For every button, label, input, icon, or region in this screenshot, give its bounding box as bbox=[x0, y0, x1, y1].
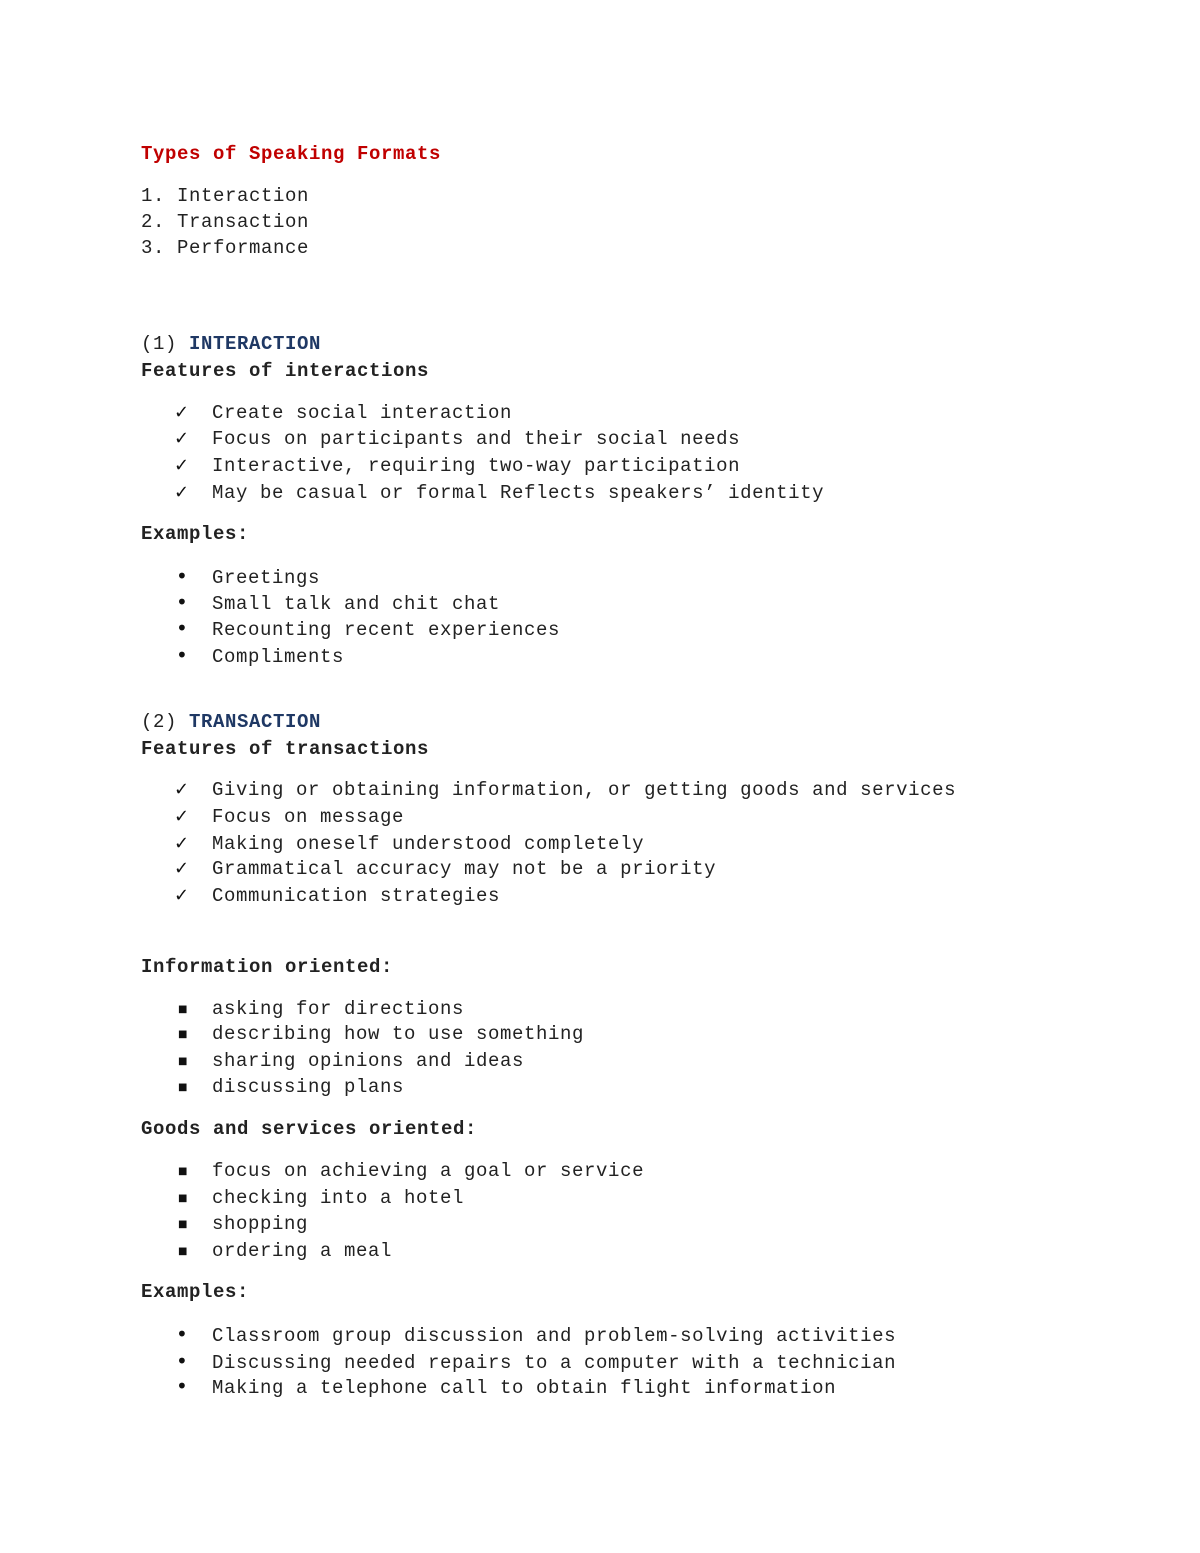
list-item bbox=[174, 1348, 896, 1374]
checkmark-icon: ✓ bbox=[174, 885, 190, 906]
list-item bbox=[174, 563, 320, 589]
list-item-text: Focus on participants and their social needs bbox=[212, 428, 741, 450]
bullet-icon: • bbox=[176, 564, 189, 588]
list-item bbox=[174, 1048, 524, 1074]
list-item bbox=[174, 1373, 836, 1399]
checkmark-icon: ✓ bbox=[174, 402, 190, 423]
list-item-text: checking into a hotel bbox=[212, 1187, 465, 1209]
list-item-text: Small talk and chit chat bbox=[212, 593, 501, 615]
list-item bbox=[174, 400, 512, 426]
checkmark-icon: ✓ bbox=[174, 455, 190, 476]
square-bullet-icon: ■ bbox=[178, 1219, 189, 1230]
section-1-title: INTERACTION bbox=[189, 333, 322, 355]
bullet-icon: • bbox=[176, 1374, 189, 1398]
list-item-text: Create social interaction bbox=[212, 402, 513, 424]
list-item-text: Interactive, requiring two-way participation bbox=[212, 455, 741, 477]
list-item bbox=[174, 831, 644, 857]
square-bullet-icon: ■ bbox=[178, 1166, 189, 1177]
square-bullet-icon: ■ bbox=[178, 1246, 189, 1257]
section-2-title: TRANSACTION bbox=[189, 711, 322, 733]
list-item bbox=[174, 480, 824, 506]
section-2-features-heading: Features of transactions bbox=[141, 738, 430, 760]
checkmark-icon: ✓ bbox=[174, 779, 190, 800]
section-2-examples-heading: Examples: bbox=[141, 1281, 250, 1303]
list-item bbox=[174, 642, 344, 668]
bullet-icon: • bbox=[176, 643, 189, 667]
list-item-text: describing how to use something bbox=[212, 1023, 585, 1045]
list-item bbox=[174, 1238, 392, 1264]
information-oriented-heading: Information oriented: bbox=[141, 956, 394, 978]
list-item-text: ordering a meal bbox=[212, 1240, 393, 1262]
list-item bbox=[174, 453, 740, 479]
list-item-text: sharing opinions and ideas bbox=[212, 1050, 525, 1072]
list-item-text: Compliments bbox=[212, 646, 345, 668]
square-bullet-icon: ■ bbox=[178, 1193, 189, 1204]
square-bullet-icon: ■ bbox=[178, 1082, 189, 1093]
list-item bbox=[174, 996, 464, 1022]
list-item-text: asking for directions bbox=[212, 998, 465, 1020]
list-item bbox=[174, 1211, 308, 1237]
bullet-icon: • bbox=[176, 616, 189, 640]
list-item-text: Grammatical accuracy may not be a priority bbox=[212, 858, 717, 880]
checkmark-icon: ✓ bbox=[174, 482, 190, 503]
square-bullet-icon: ■ bbox=[178, 1004, 189, 1015]
list-item bbox=[174, 589, 500, 615]
list-item-text: Greetings bbox=[212, 567, 321, 589]
list-item bbox=[174, 777, 956, 803]
square-bullet-icon: ■ bbox=[178, 1056, 189, 1067]
list-item bbox=[174, 426, 740, 452]
list-item bbox=[174, 883, 500, 909]
list-item bbox=[174, 856, 716, 882]
list-item-text: Making a telephone call to obtain flight information bbox=[212, 1377, 837, 1399]
list-item bbox=[174, 615, 560, 641]
goods-services-oriented-heading: Goods and services oriented: bbox=[141, 1118, 478, 1140]
list-item-text: Focus on message bbox=[212, 806, 405, 828]
list-item bbox=[174, 1074, 404, 1100]
checkmark-icon: ✓ bbox=[174, 428, 190, 449]
checkmark-icon: ✓ bbox=[174, 833, 190, 854]
square-bullet-icon: ■ bbox=[178, 1029, 189, 1040]
checkmark-icon: ✓ bbox=[174, 858, 190, 879]
list-item-text: Communication strategies bbox=[212, 885, 501, 907]
numbered-item-2: 2. Transaction bbox=[141, 211, 310, 233]
list-item-text: Making oneself understood completely bbox=[212, 833, 645, 855]
numbered-item-3: 3. Performance bbox=[141, 237, 310, 259]
numbered-item-1: 1. Interaction bbox=[141, 185, 310, 207]
section-1-examples-heading: Examples: bbox=[141, 523, 250, 545]
section-2-number: (2) bbox=[141, 711, 178, 733]
list-item-text: Recounting recent experiences bbox=[212, 619, 561, 641]
section-1-heading bbox=[141, 331, 321, 357]
section-2-heading bbox=[141, 709, 321, 735]
bullet-icon: • bbox=[176, 590, 189, 614]
list-item bbox=[174, 1321, 896, 1347]
list-item bbox=[174, 804, 404, 830]
section-1-number: (1) bbox=[141, 333, 178, 355]
list-item-text: focus on achieving a goal or service bbox=[212, 1160, 645, 1182]
checkmark-icon: ✓ bbox=[174, 806, 190, 827]
list-item-text: Giving or obtaining information, or getting goods and services bbox=[212, 779, 957, 801]
bullet-icon: • bbox=[176, 1322, 189, 1346]
bullet-icon: • bbox=[176, 1349, 189, 1373]
section-1-features-heading: Features of interactions bbox=[141, 360, 430, 382]
list-item bbox=[174, 1158, 644, 1184]
list-item-text: shopping bbox=[212, 1213, 309, 1235]
list-item bbox=[174, 1185, 464, 1211]
list-item-text: Classroom group discussion and problem-solving activities bbox=[212, 1325, 897, 1347]
document-title: Types of Speaking Formats bbox=[141, 143, 442, 165]
list-item-text: May be casual or formal Reflects speakers’ identity bbox=[212, 482, 825, 504]
list-item-text: discussing plans bbox=[212, 1076, 405, 1098]
list-item bbox=[174, 1021, 584, 1047]
list-item-text: Discussing needed repairs to a computer with a technician bbox=[212, 1352, 897, 1374]
